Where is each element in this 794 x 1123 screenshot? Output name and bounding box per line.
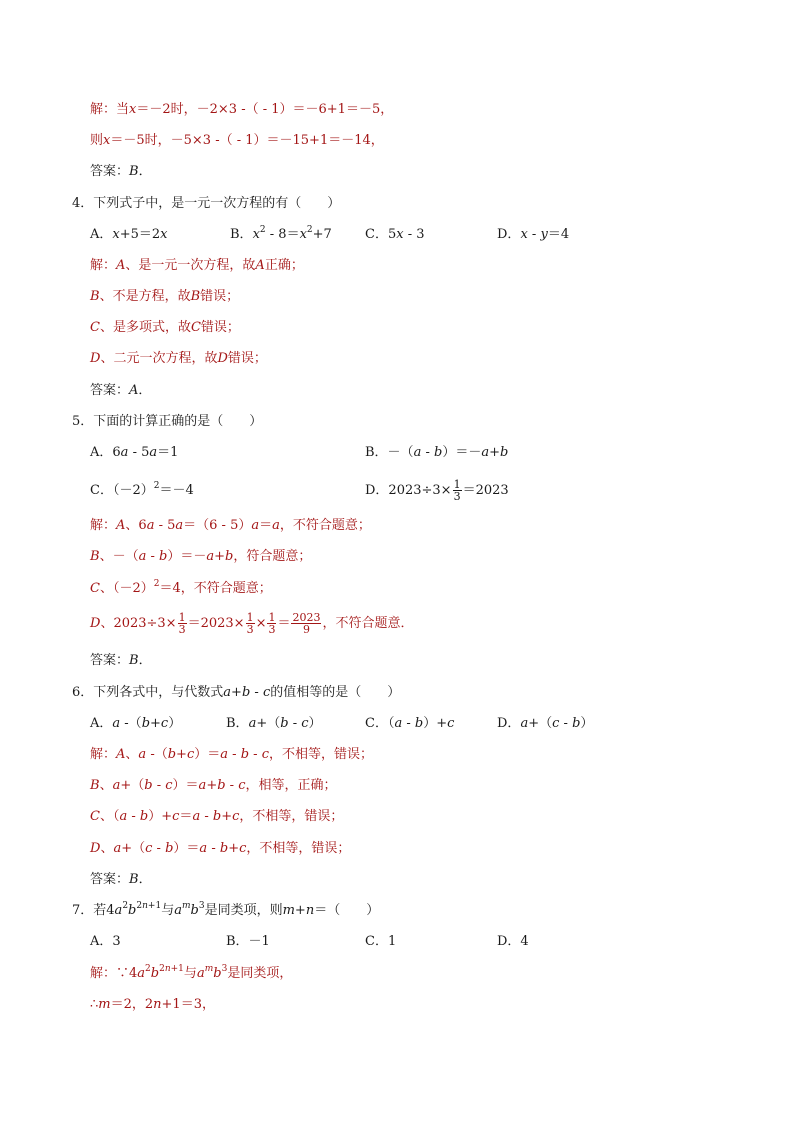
q5-option-c: C．$(-2)^2=-4$ <box>90 481 194 498</box>
q5-solution-c: C、$(-2)^2=4$，不符合题意； <box>90 579 272 596</box>
q4-solution-d: D、二元一次方程，故D错误； <box>90 351 267 366</box>
answer-4: 答案：A． <box>90 383 152 398</box>
q6-option-b: B．a+（b - c） <box>226 716 322 731</box>
q4-option-d: D．x - y＝4 <box>497 227 570 242</box>
q7-option-c: C．1 <box>365 934 397 949</box>
q5-solution-a: 解：A、6a - 5a＝（6 - 5）a＝a，不符合题意； <box>90 518 371 533</box>
question-5: 5．下面的计算正确的是（ ） <box>72 414 263 429</box>
q7-solution-a: 解：$\because 4a^2b^{2n+1}$与$a^mb^3$是同类项， <box>90 964 293 981</box>
question-7: 7．若$4a^2b^{2n+1}$与$a^mb^3$是同类项，则m+n＝（ ） <box>72 901 380 918</box>
q7-option-a: A．3 <box>90 934 121 949</box>
q4-option-a: A．x+5＝2x <box>90 227 168 242</box>
question-6: 6．下列各式中，与代数式a+b - c的值相等的是（ ） <box>72 685 401 700</box>
q5-option-a: A．6a - 5a＝1 <box>90 445 179 460</box>
q6-solution-d: D、a+（c - b）＝a - b+c，不相等，错误； <box>90 841 351 856</box>
q5-option-d: D．2023÷3× $\frac{1}{3}$ ＝2023 <box>365 478 509 503</box>
answer-5: 答案：B． <box>90 653 152 668</box>
solution-line-2: 则x＝－5时，－5×3 -（ - 1）＝－15+1＝－14， <box>90 133 384 148</box>
q6-solution-b: B、a+（b - c）＝a+b - c，相等，正确； <box>90 778 337 793</box>
q6-solution-a: 解：A、a -（b+c）＝a - b - c，不相等，错误； <box>90 747 373 762</box>
q6-solution-c: C、（a - b）+c＝a - b+c，不相等，错误； <box>90 809 344 824</box>
q7-option-b: B．－1 <box>226 934 270 949</box>
q5-solution-d: D、2023÷3× $\frac{1}{3}$ ＝2023× $\frac{1}{3}$ × $\frac{1}{3}$ ＝ $\frac{2023}{9}$ ，不符合题意． <box>90 611 414 636</box>
q6-option-a: A．a -（b+c） <box>90 716 182 731</box>
q4-solution-a: 解：A、是一元一次方程，故A正确； <box>90 258 304 273</box>
answer-6: 答案：B． <box>90 872 152 887</box>
q6-option-c: C．（a - b）+c <box>365 716 455 731</box>
q5-solution-b: B、－（a - b）＝－a+b，符合题意； <box>90 549 312 564</box>
q5-option-b: B．－（a - b）＝－a+b <box>365 445 509 460</box>
solution-line-1: 解：当x＝－2时，－2×3 -（ - 1）＝－6+1＝－5， <box>90 102 394 117</box>
question-4: 4．下列式子中，是一元一次方程的有（ ） <box>72 196 341 211</box>
q6-option-d: D．a+（c - b） <box>497 716 594 731</box>
q7-option-d: D．4 <box>497 934 529 949</box>
q4-option-b: B．$x^2 - 8=x^2+7$ <box>230 225 332 242</box>
q4-solution-b: B、不是方程，故B错误； <box>90 289 240 304</box>
answer-3: 答案：B． <box>90 164 152 179</box>
q4-solution-c: C、是多项式，故C错误； <box>90 320 240 335</box>
q7-solution-b: ∴m＝2，2n+1＝3， <box>90 997 215 1012</box>
q4-option-c: C．5x - 3 <box>365 227 425 242</box>
